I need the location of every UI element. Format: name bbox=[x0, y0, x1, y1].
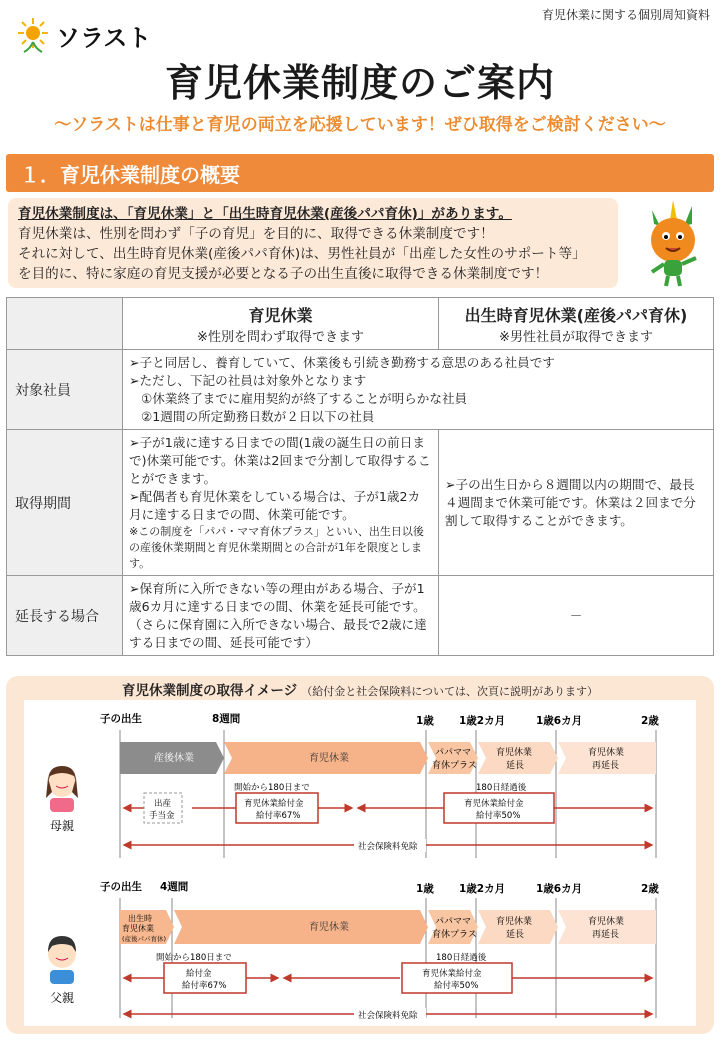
tick-label: 子の出生 bbox=[100, 713, 142, 725]
segment-childcare-leave bbox=[174, 910, 428, 944]
box-label: 給付率67% bbox=[182, 981, 227, 991]
father-label: 父親 bbox=[50, 991, 75, 1005]
segment-label: パパママ bbox=[435, 748, 472, 758]
header-note: 育児休業に関する個別周知資料 bbox=[541, 8, 710, 22]
segment-label: 産後休業 bbox=[154, 753, 194, 764]
box-label: 給付率50% bbox=[434, 981, 479, 991]
image-title-note: （給付金と社会保険料については、次頁に説明があります） bbox=[301, 685, 599, 698]
tick-label: 1歳 bbox=[416, 883, 434, 895]
company-logo bbox=[14, 16, 151, 54]
segment-label: 育児休業 bbox=[588, 748, 625, 758]
tick-label: 8週間 bbox=[212, 713, 241, 725]
image-title bbox=[6, 679, 714, 699]
col1-sub: ※性別を問わず取得できます bbox=[197, 329, 364, 345]
overview-table bbox=[6, 297, 714, 656]
benefit-note: 開始から180日まで bbox=[156, 953, 232, 963]
segment-label: 出生時 bbox=[128, 914, 152, 923]
benefit-note: 開始から180日まで bbox=[234, 783, 310, 793]
sun-flower-icon bbox=[14, 16, 52, 54]
eligible-line: ➢ただし、下記の社員は対象外となります bbox=[129, 372, 367, 388]
box-label: 育児休業給付金 bbox=[422, 969, 482, 979]
logo-text: ソラスト bbox=[56, 23, 152, 52]
col-header-paternity bbox=[439, 298, 714, 350]
period-line: ➢配偶者も育児休業をしている場合は、子が1歳2カ月に達する日までの間、休業可能です。 bbox=[129, 488, 421, 522]
page-subtitle: ～ソラストは仕事と育児の両立を応援しています！ぜひ取得をご検討ください～ bbox=[54, 115, 666, 135]
extension-paternity-cell: － bbox=[439, 576, 714, 656]
period-childcare-cell bbox=[123, 430, 439, 576]
box-label: 育児休業給付金 bbox=[464, 799, 524, 809]
mother-avatar bbox=[46, 766, 78, 833]
tick-label: 1歳 bbox=[416, 715, 434, 727]
period-note: ※この制度を「パパ・ママ育休プラス」といい、出生日以後の産後休業期間と育児休業期間との合計が1年を限度とします。 bbox=[129, 524, 424, 570]
segment-label: 育休プラス bbox=[432, 761, 477, 771]
segment-label: 育児休業 bbox=[122, 924, 154, 933]
eligible-line: ②1週間の所定勤務日数が２日以下の社員 bbox=[141, 408, 375, 424]
segment-label: 再延長 bbox=[592, 761, 620, 771]
intro-line-2: 育児休業は、性別を問わず「子の育児」を目的に、取得できる休業制度です！ bbox=[18, 226, 494, 242]
table-header-row bbox=[7, 298, 714, 350]
image-canvas bbox=[24, 700, 696, 1026]
eligible-line: ①休業終了までに雇用契約が終了することが明らかな社員 bbox=[141, 390, 468, 406]
col2-sub: ※男性社員が取得できます bbox=[499, 329, 653, 345]
mother-label: 母親 bbox=[50, 819, 75, 833]
col1-title: 育児休業 bbox=[248, 305, 313, 325]
leave-image-panel bbox=[6, 676, 714, 1034]
segment-label: 再延長 bbox=[592, 930, 620, 940]
segment-label: 育児休業 bbox=[496, 748, 533, 758]
tick-label: 4週間 bbox=[160, 881, 189, 893]
intro-line-4: を目的に、特に家庭の育児支援が必要となる子の出生直後に取得できる休業制度です！ bbox=[18, 266, 549, 282]
col2-title: 出生時育児休業(産後パパ育休) bbox=[464, 305, 688, 325]
benefit-note: 180日経過後 bbox=[476, 783, 527, 793]
table-row bbox=[7, 350, 714, 430]
intro-line-1: 育児休業制度は、「育児休業」と「出生時育児休業(産後パパ育休)」があります。 bbox=[18, 206, 512, 222]
eligible-line: ➢子と同居し、養育していて、休業後も引続き勤務する意思のある社員です bbox=[129, 354, 555, 370]
benefit-note: 180日経過後 bbox=[436, 953, 487, 963]
table-row bbox=[7, 576, 714, 656]
tick-label: 2歳 bbox=[641, 883, 659, 895]
box-label: 給付率67% bbox=[256, 811, 301, 821]
tick-label: 子の出生 bbox=[100, 881, 142, 893]
segment-label: 育児休業 bbox=[309, 922, 349, 933]
segment-label: 育児休業 bbox=[588, 917, 625, 927]
leave-timeline-diagram bbox=[24, 700, 696, 1026]
table-corner bbox=[7, 298, 123, 350]
section-title: １．育児休業制度の概要 bbox=[6, 154, 714, 192]
tick-label: 2歳 bbox=[641, 715, 659, 727]
box-label: 給付金 bbox=[186, 969, 212, 979]
extension-childcare-cell: ➢保育所に入所できない等の理由がある場合、子が1歳6カ月に達する日までの間、休業を延長可能です。（さらに保育園に入所できない場合、最長で2歳に達する日までの間、延長可能です） bbox=[123, 576, 439, 656]
col-header-childcare bbox=[123, 298, 439, 350]
period-paternity-cell: ➢子の出生日から８週間以内の期間で、最長４週間まで休業可能です。休業は２回まで分割して取得することができます。 bbox=[439, 430, 714, 576]
row-label-period: 取得期間 bbox=[7, 430, 123, 576]
segment-label: 育休プラス bbox=[432, 930, 477, 940]
tick-label: 1歳6カ月 bbox=[536, 715, 583, 727]
box-label: 給付率50% bbox=[476, 811, 521, 821]
mother-timeline bbox=[100, 712, 659, 858]
row-label-eligible: 対象社員 bbox=[7, 350, 123, 430]
box-label: 手当金 bbox=[149, 811, 175, 821]
intro-callout bbox=[8, 198, 618, 288]
row-label-extension: 延長する場合 bbox=[7, 576, 123, 656]
box-label: 出産 bbox=[154, 799, 172, 809]
insurance-label: 社会保険料免除 bbox=[358, 842, 418, 852]
tick-label: 1歳6カ月 bbox=[536, 883, 583, 895]
segment-label: 育児休業 bbox=[496, 917, 533, 927]
insurance-label: 社会保険料免除 bbox=[358, 1011, 418, 1021]
segment-label: (産後パパ育休) bbox=[122, 935, 167, 943]
tick-label: 1歳2カ月 bbox=[459, 883, 506, 895]
father-avatar bbox=[48, 936, 76, 1005]
image-title-text: 育児休業制度の取得イメージ bbox=[121, 683, 298, 699]
box-label: 育児休業給付金 bbox=[244, 799, 304, 809]
table-row bbox=[7, 430, 714, 576]
eligible-cell bbox=[123, 350, 714, 430]
mascot-icon bbox=[630, 196, 716, 288]
page-title: 育児休業制度のご案内 bbox=[164, 61, 555, 105]
period-line: ➢子が1歳に達する日までの間(1歳の誕生日の前日まで)休業可能です。休業は2回まで分割して取得することができます。 bbox=[129, 434, 431, 486]
segment-label: パパママ bbox=[435, 917, 472, 927]
tick-label: 1歳2カ月 bbox=[459, 715, 506, 727]
segment-label: 育児休業 bbox=[309, 753, 349, 764]
intro-line-3: それに対して、出生時育児休業(産後パパ育休)は、男性社員が「出産した女性のサポート等」 bbox=[18, 246, 586, 262]
father-timeline bbox=[100, 880, 659, 1021]
segment-label: 延長 bbox=[506, 930, 525, 940]
segment-label: 延長 bbox=[506, 761, 525, 771]
